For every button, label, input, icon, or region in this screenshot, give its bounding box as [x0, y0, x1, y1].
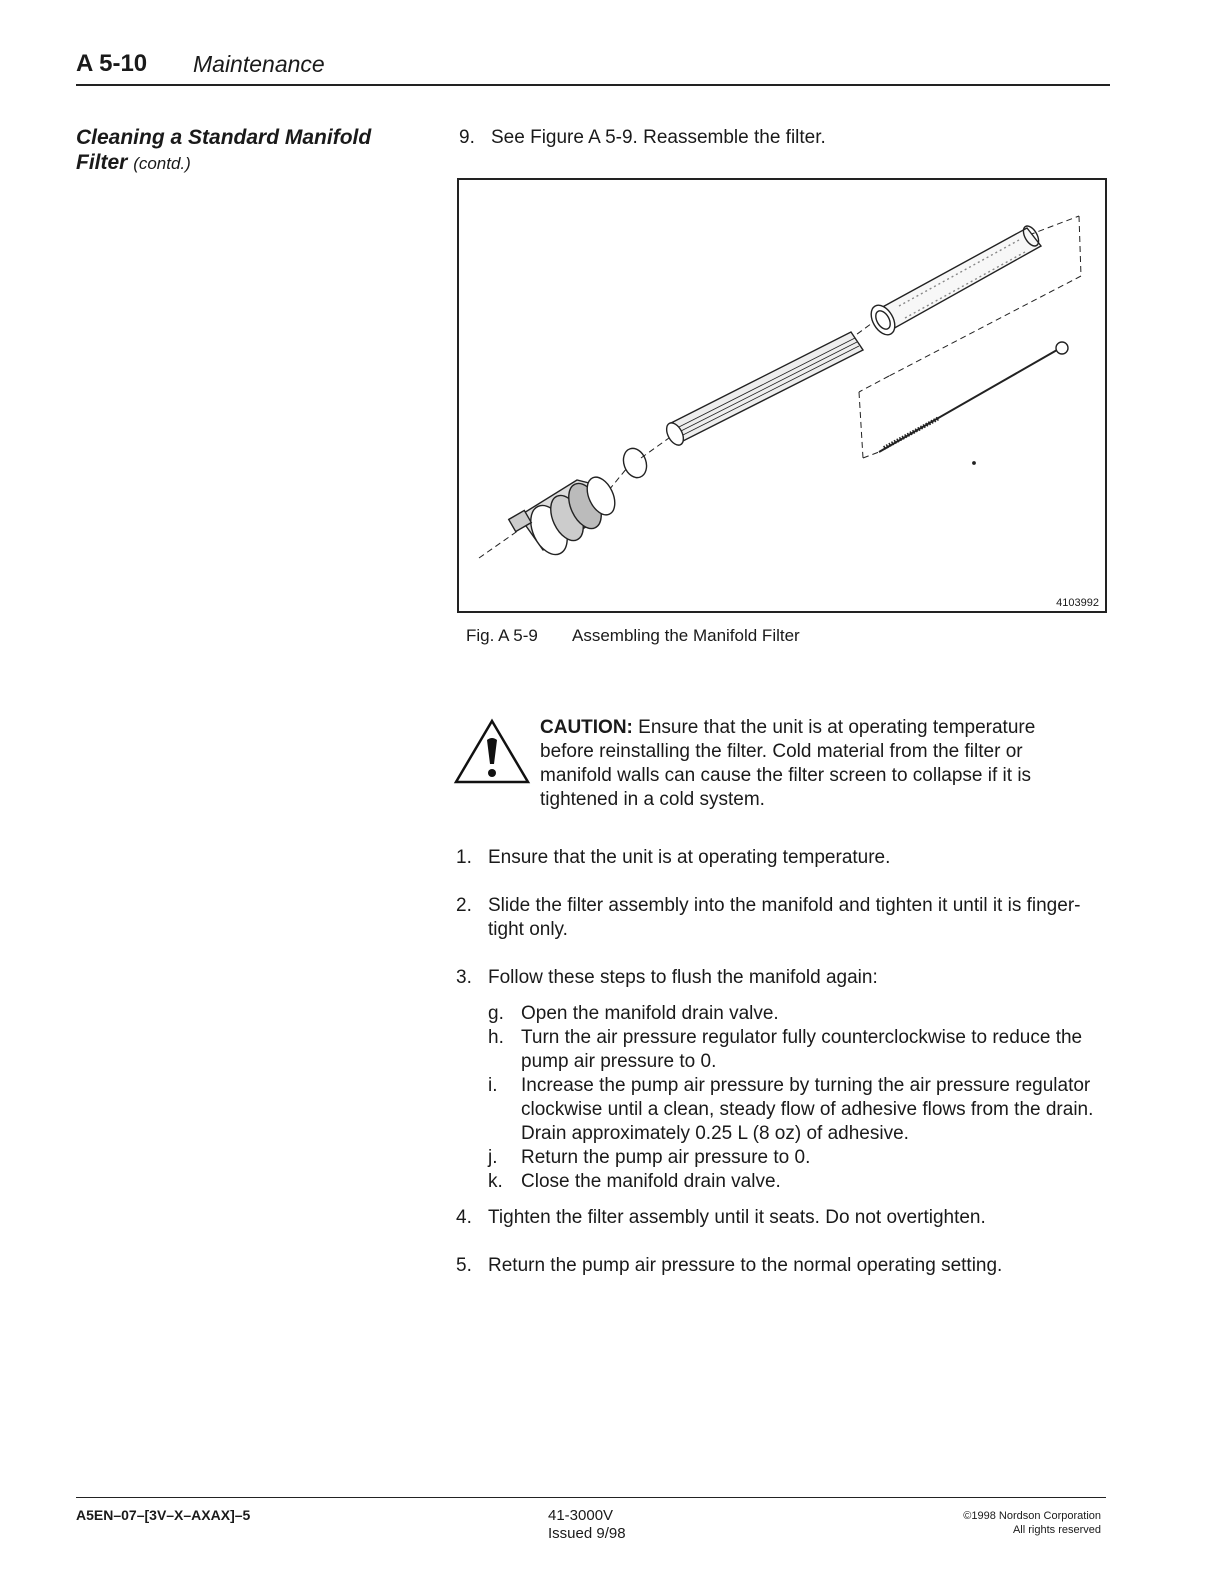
section-title: Maintenance — [193, 51, 325, 77]
substep-g — [488, 1002, 1096, 1026]
step-text: Tighten the filter assembly until it seats. Do not overtighten. — [488, 1207, 986, 1228]
footer-part-number: 41-3000V — [548, 1507, 614, 1524]
step-9 — [459, 127, 826, 149]
procedure-steps — [456, 846, 1096, 1278]
step-text: Slide the filter assembly into the manifold and tighten it until it is finger-tight only. — [488, 895, 1081, 940]
step-number: 1. — [456, 847, 472, 868]
substep-letter: i. — [488, 1075, 498, 1096]
footer-part-info — [548, 1507, 626, 1543]
step-number: 3. — [456, 967, 472, 988]
figure-caption-text: Assembling the Manifold Filter — [572, 626, 800, 645]
substep-letter: h. — [488, 1027, 504, 1048]
substeps-list — [488, 1002, 1096, 1194]
caution-warning-icon — [453, 718, 531, 786]
topic-title: Cleaning a Standard Manifold Filter — [76, 126, 372, 174]
topic-heading — [76, 125, 406, 176]
figure-code: 4103992 — [1056, 597, 1099, 609]
substep-text: Return the pump air pressure to 0. — [521, 1147, 811, 1168]
caution-text: Ensure that the unit is at operating temperature before reinstalling the filter. Cold material from the filter or manifold walls can cause the filter screen to collapse if it is tightened in a cold system. — [540, 717, 1036, 810]
caution-label: CAUTION: — [540, 717, 633, 738]
figure-frame — [457, 178, 1107, 613]
footer-rights-line: All rights reserved — [1012, 1524, 1101, 1536]
footer-copyright-line: ©1998 Nordson Corporation — [963, 1510, 1101, 1522]
step-number: 4. — [456, 1207, 472, 1228]
step-text: Follow these steps to flush the manifold again: — [488, 967, 878, 988]
filter-body-plug — [509, 473, 621, 561]
substep-text: Open the manifold drain valve. — [521, 1003, 779, 1024]
filter-rod — [879, 342, 1068, 452]
figure-caption-label: Fig. A 5-9 — [466, 626, 538, 645]
substep-text: Increase the pump air pressure by turning the air pressure regulator clockwise until a clean, steady flow of adhesive flows from the drain. Drain approximately 0.25 L (8 oz) of adhesive. — [521, 1075, 1094, 1144]
substep-text: Close the manifold drain valve. — [521, 1171, 781, 1192]
o-ring — [620, 445, 651, 481]
header-rule — [76, 84, 1110, 86]
step-text: Return the pump air pressure to the normal operating setting. — [488, 1255, 1003, 1276]
manifold-filter-exploded-drawing — [459, 180, 1105, 611]
step-5 — [456, 1254, 1096, 1278]
footer-issued: Issued 9/98 — [548, 1525, 626, 1542]
step-text: Ensure that the unit is at operating temperature. — [488, 847, 891, 868]
figure-caption — [466, 626, 800, 646]
step-4 — [456, 1206, 1096, 1230]
substep-letter: k. — [488, 1171, 503, 1192]
step-2 — [456, 894, 1096, 942]
filter-screen-tube — [866, 223, 1041, 338]
step-9-number: 9. — [459, 127, 475, 148]
footer-rule — [76, 1497, 1106, 1498]
caution-block — [540, 716, 1085, 812]
splined-filter-core — [663, 332, 863, 448]
substep-k — [488, 1170, 1096, 1194]
substep-letter: g. — [488, 1003, 504, 1024]
step-3 — [456, 966, 1096, 990]
substep-i — [488, 1074, 1096, 1146]
substep-j — [488, 1146, 1096, 1170]
substep-text: Turn the air pressure regulator fully counterclockwise to reduce the pump air pressure to 0. — [521, 1027, 1083, 1072]
step-number: 5. — [456, 1255, 472, 1276]
section-number: A 5-10 — [76, 50, 148, 77]
footer-copyright — [963, 1509, 1101, 1537]
substep-h — [488, 1026, 1096, 1074]
step-number: 2. — [456, 895, 472, 916]
step-9-text: See Figure A 5-9. Reassemble the filter. — [491, 127, 826, 148]
footer-doc-code: A5EN–07–[3V–X–AXAX]–5 — [76, 1507, 251, 1523]
substep-letter: j. — [488, 1147, 498, 1168]
step-1 — [456, 846, 1096, 870]
topic-suffix: (contd.) — [133, 154, 191, 173]
